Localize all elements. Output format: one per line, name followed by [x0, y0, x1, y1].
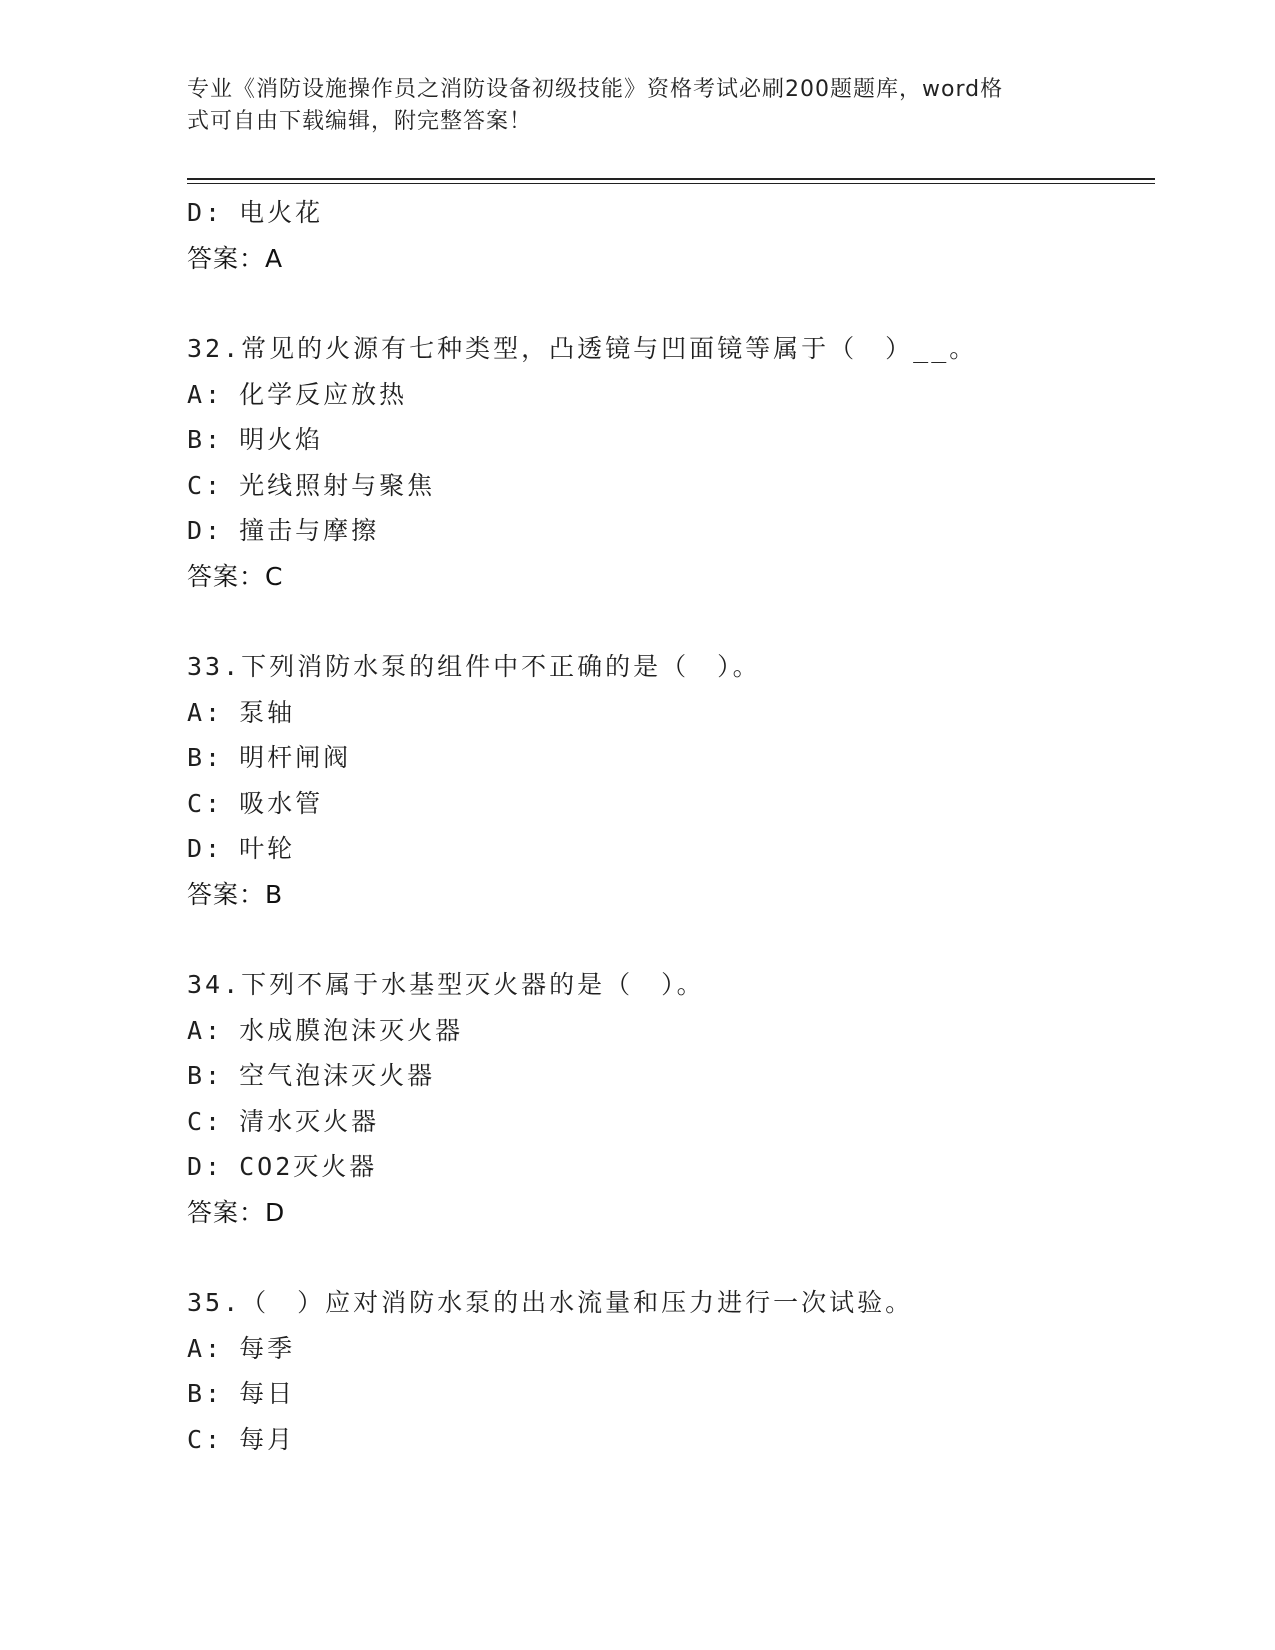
- option-b-q35: [187, 1371, 1155, 1417]
- answer-q31: 答案：A: [187, 243, 284, 273]
- option-letter: B:: [187, 1061, 224, 1090]
- option-letter: B:: [187, 425, 224, 454]
- answer-q32: 答案：C: [187, 561, 284, 591]
- option-letter: B:: [187, 1379, 224, 1408]
- option-d-q31: [187, 190, 1155, 236]
- option-letter: C:: [187, 788, 224, 818]
- option-text: 叶轮: [239, 834, 296, 863]
- option-letter: A:: [187, 1015, 224, 1045]
- option-text: 光线照射与聚焦: [239, 470, 436, 500]
- option-a-q32: [187, 372, 1155, 418]
- option-letter: C:: [187, 470, 224, 500]
- option-a-q35: [187, 1326, 1155, 1372]
- option-letter: A:: [187, 379, 224, 409]
- question-stem-33: 33.下列消防水泵的组件中不正确的是（ ）。: [187, 652, 761, 681]
- option-letter: D:: [187, 516, 224, 545]
- question-stem-32: 32.常见的火源有七种类型，凸透镜与凹面镜等属于（ ）__。: [187, 334, 978, 363]
- option-letter: D:: [187, 834, 224, 863]
- option-text: 电火花: [239, 198, 324, 227]
- option-c-q33: [187, 781, 1155, 827]
- option-b-q33: [187, 735, 1155, 781]
- option-letter: C:: [187, 1424, 224, 1454]
- answer-q34: 答案：D: [187, 1197, 286, 1227]
- option-text: 明杆闸阀: [239, 743, 352, 772]
- header-title-line-1: 专业《消防设施操作员之消防设备初级技能》资格考试必刷200题题库，word格: [187, 77, 1004, 102]
- question-gap: [187, 599, 1155, 644]
- header-title-line-2: 式可自由下载编辑，附完整答案！: [187, 109, 533, 134]
- option-c-q32: [187, 463, 1155, 509]
- header-rule-thick: [187, 178, 1155, 180]
- option-text: 泵轴: [239, 697, 296, 727]
- question-gap: [187, 281, 1155, 326]
- option-b-q34: [187, 1053, 1155, 1099]
- option-text: 每月: [239, 1424, 296, 1454]
- option-b-q32: [187, 417, 1155, 463]
- option-text: 撞击与摩擦: [239, 516, 380, 545]
- question-stem-34: 34.下列不属于水基型灭火器的是（ ）。: [187, 970, 705, 999]
- question-stem-35: 35.（ ）应对消防水泵的出水流量和压力进行一次试验。: [187, 1288, 914, 1317]
- option-d-q33: [187, 826, 1155, 872]
- option-text: 每季: [239, 1333, 296, 1363]
- document-header: [187, 74, 1067, 138]
- option-text: 水成膜泡沫灭火器: [239, 1015, 464, 1045]
- option-d-q32: [187, 508, 1155, 554]
- option-text: 吸水管: [239, 788, 324, 818]
- option-text: 化学反应放热: [239, 379, 408, 409]
- option-letter: A:: [187, 1333, 224, 1363]
- option-letter: C:: [187, 1106, 224, 1136]
- option-letter: D:: [187, 198, 224, 227]
- answer-q33: 答案：B: [187, 879, 284, 909]
- option-letter: A:: [187, 697, 224, 727]
- question-gap: [187, 1235, 1155, 1280]
- option-text: 每日: [239, 1379, 296, 1408]
- option-letter: D:: [187, 1152, 224, 1181]
- document-body: [187, 190, 1155, 1462]
- option-text: 空气泡沫灭火器: [239, 1061, 436, 1090]
- option-text: CO2灭火器: [239, 1152, 378, 1181]
- option-text: 明火焰: [239, 425, 324, 454]
- option-text: 清水灭火器: [239, 1106, 380, 1136]
- option-c-q35: [187, 1417, 1155, 1463]
- option-letter: B:: [187, 743, 224, 772]
- option-c-q34: [187, 1099, 1155, 1145]
- option-a-q34: [187, 1008, 1155, 1054]
- header-rule-thin: [187, 183, 1155, 184]
- question-gap: [187, 917, 1155, 962]
- option-a-q33: [187, 690, 1155, 736]
- option-d-q34: [187, 1144, 1155, 1190]
